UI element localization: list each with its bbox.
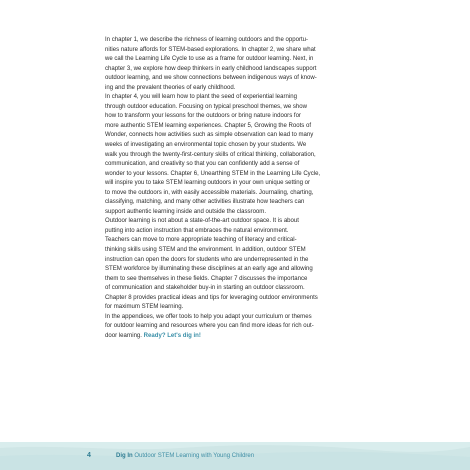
text-line: weeks of investigating an environmental topic chosen by your students. We bbox=[105, 142, 307, 149]
text-line: wonder to your lessons. Chapter 6, Unearthing STEM in the Learning Life Cycle, bbox=[105, 170, 321, 177]
text-line: Wonder, connects how activities such as simple observation can lead to many bbox=[105, 132, 314, 139]
paragraph bbox=[105, 36, 373, 93]
paragraph bbox=[105, 93, 373, 217]
text-line: through outdoor education. Focusing on typical preschool themes, we show bbox=[105, 103, 308, 110]
text-line: In chapter 4, you will learn how to plant the seed of experiential learning bbox=[105, 94, 297, 101]
text-line: will inspire you to take STEM learning outdoors in your own unique setting or bbox=[105, 180, 311, 187]
text-line: ing and the prevalent theories of early childhood. bbox=[105, 84, 236, 91]
text-line: for maximum STEM learning. bbox=[105, 304, 184, 311]
text-line: classifying, matching, and many other activities illustrate how teachers can bbox=[105, 199, 305, 206]
text-line: putting into action instruction that embraces the natural environment. bbox=[105, 227, 289, 234]
text-line: Teachers can move to more appropriate teaching of literacy and critical- bbox=[105, 237, 297, 244]
text-line: we call the Learning Life Cycle to use as a frame for outdoor learning. Next, in bbox=[105, 56, 314, 63]
text-line: them to see themselves in these fields. Chapter 7 discusses the importance bbox=[105, 275, 308, 282]
text-line: for outdoor learning and resources where you can find more ideas for rich out- bbox=[105, 323, 314, 330]
final-line bbox=[105, 332, 373, 342]
text-line: walk you through the twenty-first-century skills of critical thinking, collaboration, bbox=[105, 151, 316, 158]
text-line: to move the outdoors in, with easily accessible materials. Journaling, charting, bbox=[105, 189, 314, 196]
final-line-text: door learning. bbox=[105, 332, 142, 339]
text-line: STEM workforce by illuminating these disciplines at an early age and allowing bbox=[105, 266, 313, 273]
text-line: of communication and stakeholder buy-in in starting an outdoor classroom. bbox=[105, 285, 305, 292]
text-line: communication, and creativity so that you can confidently add a sense of bbox=[105, 161, 300, 168]
text-line: Outdoor learning is not about a state-of-the-art outdoor space. It is about bbox=[105, 218, 299, 225]
body-text bbox=[105, 36, 373, 342]
text-line: support authentic learning inside and outside the classroom. bbox=[105, 208, 267, 215]
text-line: outdoor learning, and we show connections between indigenous ways of know- bbox=[105, 75, 317, 82]
text-line: instruction can open the doors for students who are underrepresented in the bbox=[105, 256, 309, 263]
text-line: In the appendices, we offer tools to help you adapt your curriculum or themes bbox=[105, 313, 312, 320]
running-title-subtitle: Outdoor STEM Learning with Young Children bbox=[134, 453, 255, 459]
text-line: chapter 3, we explore how deep thinkers in early childhood landscapes support bbox=[105, 65, 317, 72]
text-line: nities nature affords for STEM-based explorations. In chapter 2, we share what bbox=[105, 46, 316, 53]
text-line: more authentic STEM learning experiences. Chapter 5, Growing the Roots of bbox=[105, 122, 312, 129]
text-line: Chapter 8 provides practical ideas and tips for leveraging outdoor environments bbox=[105, 294, 318, 301]
text-line: thinking skills using STEM and the environment. In addition, outdoor STEM bbox=[105, 247, 306, 254]
running-title bbox=[116, 453, 254, 459]
paragraph bbox=[105, 217, 373, 312]
paragraph bbox=[105, 313, 373, 342]
running-title-short: Dig In bbox=[116, 453, 133, 459]
text-line: In chapter 1, we describe the richness of learning outdoors and the opportu- bbox=[105, 37, 309, 43]
page-number: 4 bbox=[87, 452, 91, 459]
call-to-action: Ready? Let's dig in! bbox=[143, 332, 201, 339]
text-line: how to transform your lessons for the outdoors or bring nature indoors for bbox=[105, 113, 301, 120]
